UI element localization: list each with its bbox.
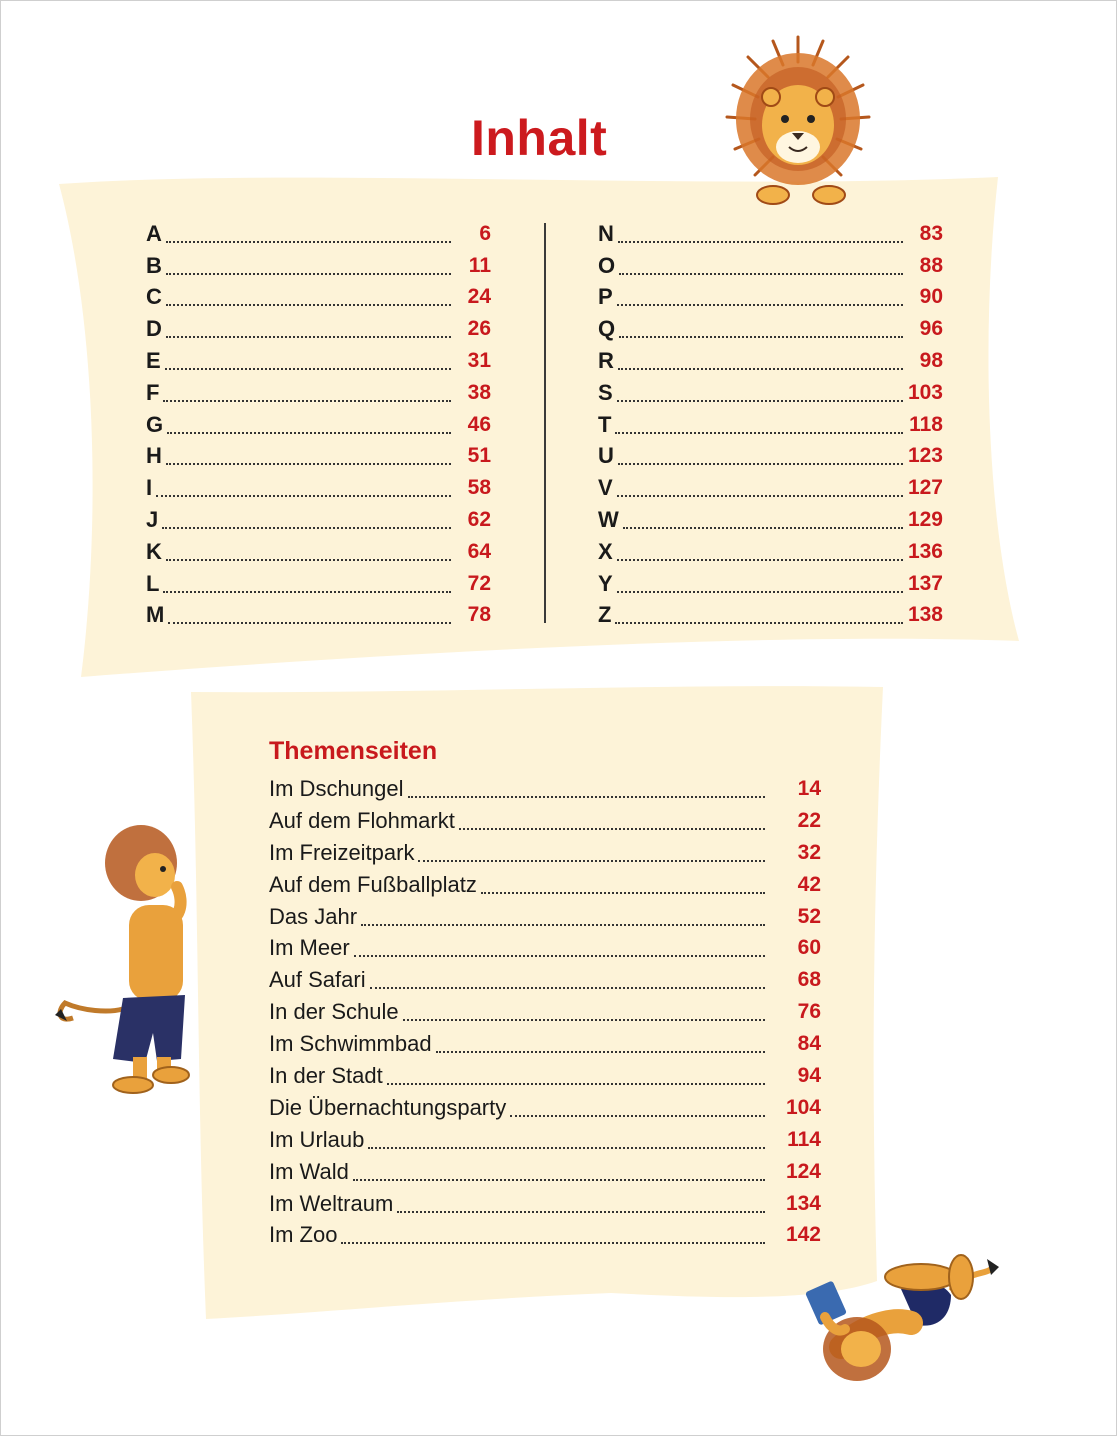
alphabet-list-right — [598, 218, 943, 631]
themen-entry-page-number: 84 — [797, 1032, 821, 1056]
dot-leader — [510, 1115, 765, 1117]
alphabet-entry-page-number: 129 — [907, 508, 943, 532]
alphabet-entry-label: V — [598, 475, 613, 501]
alphabet-entry-page-number: 24 — [467, 285, 491, 309]
alphabet-entry-row[interactable] — [146, 282, 491, 314]
themen-entry-page-number: 124 — [785, 1159, 821, 1183]
alphabet-entry-page-number: 138 — [907, 603, 943, 627]
themen-entry-label: Auf Safari — [269, 967, 366, 993]
themen-entry-label: Im Urlaub — [269, 1126, 365, 1152]
dot-leader — [403, 1019, 765, 1021]
alphabet-entry-label: Y — [598, 570, 613, 596]
alphabet-entry-row[interactable] — [598, 600, 943, 632]
alphabet-entry-label: N — [598, 220, 614, 246]
themen-entry-label: Im Wald — [269, 1158, 349, 1184]
alphabet-entry-page-number: 118 — [909, 412, 943, 436]
dot-leader — [168, 622, 451, 624]
themen-entry-label: Im Schwimmbad — [269, 1031, 432, 1057]
alphabet-entry-label: S — [598, 379, 613, 405]
dot-leader — [163, 591, 451, 593]
alphabet-entry-label: C — [146, 284, 162, 310]
themen-entry-page-number: 52 — [797, 904, 821, 928]
dot-leader — [354, 955, 765, 957]
dot-leader — [166, 241, 451, 243]
dot-leader — [615, 622, 903, 624]
alphabet-entry-row[interactable] — [146, 504, 491, 536]
themen-entry-row[interactable] — [269, 964, 821, 996]
dot-leader — [353, 1179, 765, 1181]
alphabet-entry-label: L — [146, 570, 160, 596]
alphabet-entry-label: T — [598, 411, 612, 437]
column-divider — [544, 223, 546, 623]
themen-entry-row[interactable] — [269, 901, 821, 933]
alphabet-entry-label: K — [146, 538, 162, 564]
dot-leader — [619, 336, 903, 338]
themen-entry-row[interactable] — [269, 805, 821, 837]
alphabet-entry-row[interactable] — [146, 409, 491, 441]
dot-leader — [166, 336, 451, 338]
dot-leader — [162, 527, 451, 529]
themen-entry-label: Auf dem Fußballplatz — [269, 871, 477, 897]
themen-entry-row[interactable] — [269, 1124, 821, 1156]
alphabet-entry-page-number: 83 — [919, 221, 943, 245]
themen-entry-page-number: 60 — [797, 936, 821, 960]
alphabet-entry-row[interactable] — [146, 441, 491, 473]
dot-leader — [165, 368, 451, 370]
alphabet-entry-page-number: 11 — [468, 253, 491, 277]
themen-entry-row[interactable] — [269, 1060, 821, 1092]
dot-leader — [617, 591, 903, 593]
themen-entry-row[interactable] — [269, 996, 821, 1028]
dot-leader — [361, 924, 765, 926]
alphabet-entry-page-number: 64 — [467, 539, 491, 563]
alphabet-entry-label: F — [146, 379, 160, 405]
dot-leader — [618, 368, 903, 370]
themen-entry-page-number: 114 — [787, 1127, 821, 1151]
dot-leader — [397, 1211, 765, 1213]
themen-entry-page-number: 32 — [797, 840, 821, 864]
alphabet-entry-label: B — [146, 252, 162, 278]
themen-entry-page-number: 104 — [785, 1095, 821, 1119]
themen-entry-row[interactable] — [269, 869, 821, 901]
themen-entry-page-number: 76 — [797, 1000, 821, 1024]
themen-entry-label: Das Jahr — [269, 903, 358, 929]
alphabet-entry-row[interactable] — [146, 472, 491, 504]
alphabet-entry-page-number: 26 — [467, 317, 491, 341]
dot-leader — [387, 1083, 765, 1085]
alphabet-entry-page-number: 46 — [467, 412, 491, 436]
alphabet-entry-row[interactable] — [598, 250, 943, 282]
themen-entry-row[interactable] — [269, 1028, 821, 1060]
alphabet-entry-row[interactable] — [598, 536, 943, 568]
themen-entry-row[interactable] — [269, 1156, 821, 1188]
dot-leader — [617, 559, 903, 561]
reading-lion-icon — [801, 1237, 1001, 1391]
alphabet-entry-label: U — [598, 443, 614, 469]
alphabet-entry-row[interactable] — [146, 345, 491, 377]
themen-entry-label: Im Zoo — [269, 1222, 338, 1248]
alphabet-entry-label: M — [146, 602, 165, 628]
dot-leader — [418, 860, 765, 862]
alphabet-entry-row[interactable] — [598, 441, 943, 473]
dot-leader — [368, 1147, 765, 1149]
themen-entry-label: Im Meer — [269, 935, 350, 961]
themen-entry-row[interactable] — [269, 1188, 821, 1220]
themen-entry-row[interactable] — [269, 837, 821, 869]
alphabet-entry-page-number: 90 — [919, 285, 943, 309]
themen-entry-label: In der Schule — [269, 999, 399, 1025]
alphabet-entry-label: Z — [598, 602, 612, 628]
alphabet-entry-page-number: 136 — [907, 539, 943, 563]
dot-leader — [623, 527, 903, 529]
alphabet-entry-row[interactable] — [146, 313, 491, 345]
dot-leader — [166, 304, 451, 306]
themen-entry-label: In der Stadt — [269, 1062, 383, 1088]
dot-leader — [166, 463, 451, 465]
alphabet-entry-label: R — [598, 348, 614, 374]
alphabet-entry-page-number: 96 — [919, 317, 943, 341]
alphabet-entry-page-number: 31 — [467, 349, 491, 373]
alphabet-entry-page-number: 98 — [919, 349, 943, 373]
dot-leader — [618, 241, 903, 243]
alphabet-entry-label: H — [146, 443, 162, 469]
alphabet-entry-page-number: 72 — [467, 571, 491, 595]
alphabet-entry-label: D — [146, 316, 162, 342]
dot-leader — [370, 987, 765, 989]
alphabet-entry-label: P — [598, 284, 613, 310]
themen-entry-page-number: 14 — [797, 776, 821, 800]
themen-entry-page-number: 22 — [797, 808, 821, 832]
alphabet-entry-label: O — [598, 252, 616, 278]
alphabet-entry-label: I — [146, 475, 153, 501]
page-title: Inhalt — [471, 110, 608, 166]
alphabet-entry-row[interactable] — [598, 472, 943, 504]
alphabet-entry-page-number: 58 — [467, 476, 491, 500]
dot-leader — [617, 495, 903, 497]
themen-entry-label: Im Dschungel — [269, 775, 404, 801]
alphabet-entry-label: A — [146, 220, 162, 246]
alphabet-entry-page-number: 88 — [919, 253, 943, 277]
alphabet-entry-row[interactable] — [146, 250, 491, 282]
alphabet-entry-label: W — [598, 507, 619, 533]
alphabet-entry-row[interactable] — [146, 218, 491, 250]
alphabet-entry-page-number: 6 — [479, 221, 491, 245]
themen-entry-label: Auf dem Flohmarkt — [269, 807, 455, 833]
dot-leader — [341, 1242, 765, 1244]
dot-leader — [617, 304, 903, 306]
alphabet-entry-page-number: 78 — [467, 603, 491, 627]
themen-entry-label: Im Freizeitpark — [269, 839, 415, 865]
themen-entry-page-number: 142 — [785, 1223, 821, 1247]
themen-entry-row[interactable] — [269, 773, 821, 805]
themen-entry-row[interactable] — [269, 1092, 821, 1124]
dot-leader — [156, 495, 451, 497]
themen-entry-page-number: 68 — [797, 968, 821, 992]
alphabet-entry-page-number: 62 — [467, 508, 491, 532]
alphabet-entry-row[interactable] — [598, 504, 943, 536]
alphabet-entry-row[interactable] — [598, 377, 943, 409]
themen-list — [269, 773, 821, 1251]
alphabet-entry-row[interactable] — [598, 218, 943, 250]
dot-leader — [619, 273, 903, 275]
alphabet-entry-page-number: 51 — [467, 444, 491, 468]
dot-leader — [408, 796, 765, 798]
alphabet-entry-page-number: 38 — [467, 380, 491, 404]
alphabet-entry-row[interactable] — [146, 568, 491, 600]
dot-leader — [459, 828, 765, 830]
alphabet-entry-label: G — [146, 411, 164, 437]
alphabet-entry-row[interactable] — [146, 536, 491, 568]
dot-leader — [163, 400, 451, 402]
themen-entry-page-number: 94 — [797, 1063, 821, 1087]
alphabet-entry-row[interactable] — [598, 313, 943, 345]
dot-leader — [166, 559, 451, 561]
alphabet-entry-label: Q — [598, 316, 616, 342]
alphabet-entry-page-number: 103 — [907, 380, 943, 404]
alphabet-entry-row[interactable] — [598, 568, 943, 600]
dot-leader — [618, 463, 903, 465]
themen-heading: Themenseiten — [269, 737, 438, 765]
alphabet-entry-page-number: 123 — [907, 444, 943, 468]
themen-entry-label: Die Übernachtungsparty — [269, 1094, 507, 1120]
lion-head-icon — [713, 27, 883, 209]
alphabet-entry-page-number: 137 — [907, 571, 943, 595]
alphabet-entry-label: J — [146, 507, 159, 533]
alphabet-entry-label: E — [146, 348, 161, 374]
alphabet-entry-row[interactable] — [146, 377, 491, 409]
alphabet-entry-row[interactable] — [598, 345, 943, 377]
alphabet-entry-row[interactable] — [598, 282, 943, 314]
alphabet-entry-label: X — [598, 538, 613, 564]
dot-leader — [436, 1051, 765, 1053]
themen-entry-page-number: 42 — [797, 872, 821, 896]
themen-entry-label: Im Weltraum — [269, 1190, 394, 1216]
alphabet-list-left — [146, 218, 491, 631]
themen-entry-row[interactable] — [269, 932, 821, 964]
dot-leader — [166, 273, 451, 275]
dot-leader — [167, 432, 451, 434]
dot-leader — [481, 892, 765, 894]
themen-entry-row[interactable] — [269, 1219, 821, 1251]
alphabet-entry-row[interactable] — [146, 600, 491, 632]
themen-entry-page-number: 134 — [785, 1191, 821, 1215]
alphabet-entry-row[interactable] — [598, 409, 943, 441]
alphabet-entry-page-number: 127 — [907, 476, 943, 500]
standing-lion-icon — [53, 823, 193, 1095]
dot-leader — [617, 400, 903, 402]
dot-leader — [615, 432, 903, 434]
